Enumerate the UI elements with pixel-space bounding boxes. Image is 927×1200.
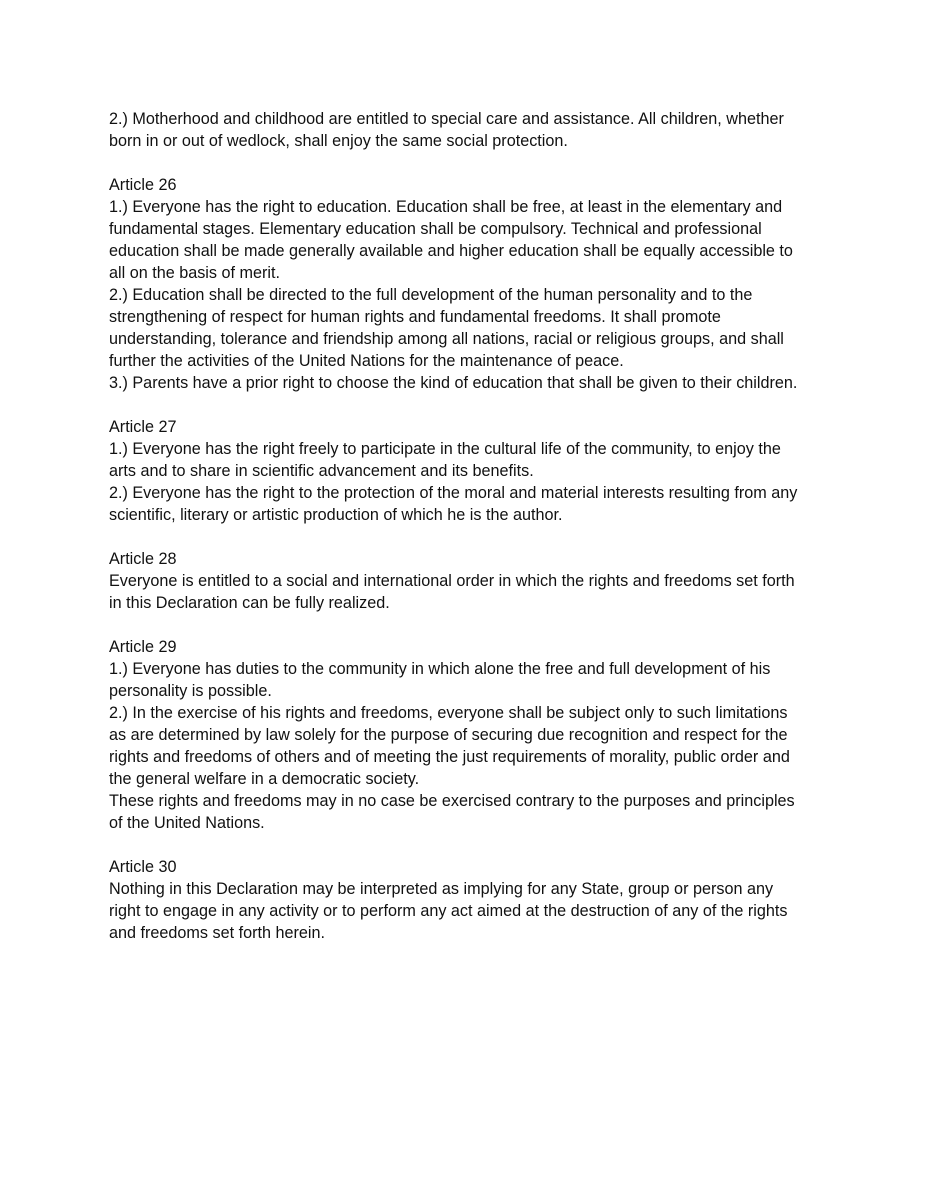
article-26-para-1-line: fundamental stages. Elementary education shall be compulsory. Technical and professional (109, 220, 762, 238)
article-27-para-2-line: 2.) Everyone has the right to the protection of the moral and material interests resulting from any (109, 484, 798, 502)
article-29-para-2-line: as are determined by law solely for the purpose of securing due recognition and respect for the (109, 726, 788, 744)
article-25-para-2-line: born in or out of wedlock, shall enjoy the same social protection. (109, 132, 568, 150)
article-26-para-2-line: 2.) Education shall be directed to the full development of the human personality and to the (109, 286, 753, 304)
article-27-para-1-line: 1.) Everyone has the right freely to participate in the cultural life of the community, to enjoy the (109, 440, 781, 458)
article-29-para-2-line: 2.) In the exercise of his rights and freedoms, everyone shall be subject only to such limitations (109, 704, 788, 722)
article-26-para-1-line: 1.) Everyone has the right to education. Education shall be free, at least in the elementary and (109, 198, 783, 216)
article-29-heading: Article 29 (109, 638, 177, 656)
article-30-para-line: and freedoms set forth herein. (109, 924, 325, 942)
article-29-para-2-line: rights and freedoms of others and of meeting the just requirements of morality, public order and (109, 748, 790, 766)
article-30-para-line: right to engage in any activity or to perform any act aimed at the destruction of any of the rights (109, 902, 788, 920)
article-27-heading: Article 27 (109, 418, 177, 436)
article-26-para-2-line: strengthening of respect for human rights and fundamental freedoms. It shall promote (109, 308, 721, 326)
article-25-para-2-line: 2.) Motherhood and childhood are entitled to special care and assistance. All children, whether (109, 110, 784, 128)
article-26-para-1-line: all on the basis of merit. (109, 264, 280, 282)
article-30-heading: Article 30 (109, 858, 177, 876)
article-27-para-1-line: arts and to share in scientific advancement and its benefits. (109, 462, 534, 480)
article-26-para-3-line: 3.) Parents have a prior right to choose the kind of education that shall be given to their children. (109, 374, 798, 392)
article-26-para-1-line: education shall be made generally available and higher education shall be equally accessible to (109, 242, 793, 260)
article-29-para-3-line: These rights and freedoms may in no case be exercised contrary to the purposes and principles (109, 792, 795, 810)
article-30-para-line: Nothing in this Declaration may be interpreted as implying for any State, group or person any (109, 880, 774, 898)
article-29-para-3-line: of the United Nations. (109, 814, 265, 832)
article-28-para-line: Everyone is entitled to a social and international order in which the rights and freedoms set forth (109, 572, 795, 590)
article-28-heading: Article 28 (109, 550, 177, 568)
article-29-para-1-line: 1.) Everyone has duties to the community in which alone the free and full development of his (109, 660, 771, 678)
article-26-para-2-line: further the activities of the United Nations for the maintenance of peace. (109, 352, 624, 370)
article-29-para-1-line: personality is possible. (109, 682, 272, 700)
article-26-para-2-line: understanding, tolerance and friendship among all nations, racial or religious groups, and shall (109, 330, 784, 348)
article-27-para-2-line: scientific, literary or artistic production of which he is the author. (109, 506, 563, 524)
article-29-para-2-line: the general welfare in a democratic society. (109, 770, 420, 788)
article-26-heading: Article 26 (109, 176, 177, 194)
article-28-para-line: in this Declaration can be fully realized. (109, 594, 390, 612)
